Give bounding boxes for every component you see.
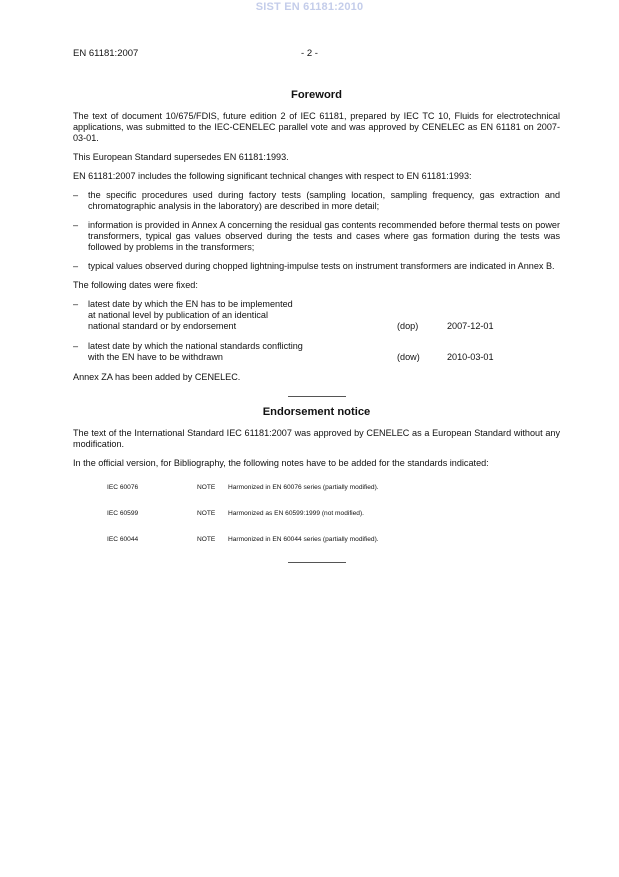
foreword-paragraph-2: This European Standard supersedes EN 61181:1993.: [73, 152, 289, 162]
foreword-paragraph-3: EN 61181:2007 includes the following significant technical changes with respect to EN 61181:1993:: [73, 171, 472, 181]
note-row: [73, 534, 560, 560]
date-value: 2007-12-01: [447, 321, 494, 331]
dash-bullet: –: [73, 341, 79, 351]
date-value: 2010-03-01: [447, 352, 494, 362]
section-divider: [288, 562, 346, 563]
date-abbreviation: (dow): [397, 352, 420, 362]
note-label: NOTE: [197, 536, 216, 543]
note-label: NOTE: [197, 484, 216, 491]
dash-bullet: –: [73, 190, 79, 200]
endorsement-paragraph-1: The text of the International Standard IEC 61181:2007 was approved by CENELEC as a European Standard without any modification.: [73, 428, 560, 449]
dash-bullet: –: [73, 220, 79, 230]
note-text: Harmonized as EN 60599:1999 (not modified).: [228, 510, 364, 517]
note-text: Harmonized in EN 60076 series (partially modified).: [228, 484, 379, 491]
endorsement-paragraph-2: In the official version, for Bibliography, the following notes have to be added for the standards indicated:: [73, 458, 489, 468]
page-content: [73, 88, 560, 571]
change-item-text: information is provided in Annex A concerning the residual gas contents recommended before thermal tests on power transformers, typical gas values observed during the tests and cases where gas formation during the tests was followed by problems in the transformers;: [88, 220, 560, 252]
date-description: [88, 341, 348, 363]
dates-intro: The following dates were fixed:: [73, 280, 198, 290]
date-description-line: with the EN have to be withdrawn: [88, 352, 223, 362]
note-standard: IEC 60599: [107, 510, 139, 517]
foreword-paragraph-1: The text of document 10/675/FDIS, future edition 2 of IEC 61181, prepared by IEC TC 10, Fluids for electrotechnical applications, was submitted to the IEC-CENELEC parallel vote and was approved by CENELEC as EN 61181 on 2007-03-01.: [73, 111, 560, 143]
change-item-2: [73, 220, 560, 253]
change-item-text: the specific procedures used during factory tests (sampling location, sampling frequency, gas extraction and chromatographic analysis in the laboratory) are described in more detail;: [88, 190, 560, 211]
date-item-dop: [73, 299, 560, 332]
date-description-line: latest date by which the EN has to be implemented: [88, 299, 293, 309]
section-divider: [288, 396, 346, 397]
watermark: SIST EN 61181:2010: [255, 1, 364, 13]
date-item-dow: [73, 341, 560, 363]
document-id: EN 61181:2007: [73, 48, 139, 59]
date-description: [88, 299, 348, 332]
date-description-line: national standard or by endorsement: [88, 321, 237, 331]
change-item-1: [73, 190, 560, 212]
dash-bullet: –: [73, 261, 79, 271]
bibliography-notes: [73, 482, 560, 560]
date-description-line: at national level by publication of an identical: [88, 310, 268, 320]
date-abbreviation: (dop): [397, 321, 419, 331]
annex-note: Annex ZA has been added by CENELEC.: [73, 372, 241, 382]
dash-bullet: –: [73, 299, 79, 309]
foreword-title: Foreword: [291, 89, 342, 101]
date-description-line: latest date by which the national standards conflicting: [88, 341, 303, 351]
note-row: [73, 482, 560, 508]
note-text: Harmonized in EN 60044 series (partially modified).: [228, 536, 379, 543]
endorsement-title: Endorsement notice: [262, 406, 371, 418]
note-standard: IEC 60044: [107, 536, 139, 543]
note-standard: IEC 60076: [107, 484, 139, 491]
note-label: NOTE: [197, 510, 216, 517]
note-row: [73, 508, 560, 534]
page-number: - 2 -: [301, 48, 318, 59]
change-item-text: typical values observed during chopped lightning-impulse tests on instrument transformers are indicated in Annex B.: [88, 261, 555, 271]
change-item-3: [73, 261, 560, 272]
